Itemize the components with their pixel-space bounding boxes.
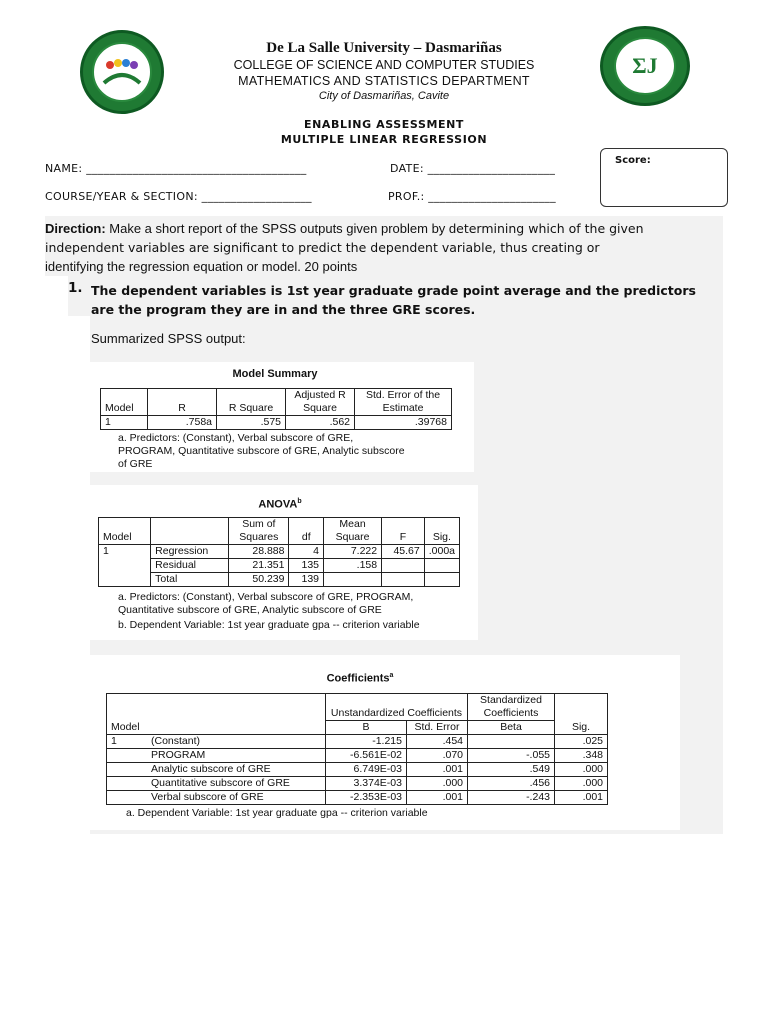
coef-row-label: (Constant) — [151, 735, 201, 747]
model-summary-panel — [90, 362, 474, 472]
model-summary-title: Model Summary — [232, 368, 318, 380]
coef-header-sig: Sig. — [555, 721, 608, 735]
anova-title-sup: b — [297, 498, 302, 505]
coef-row-label: Analytic subscore of GRE — [107, 763, 326, 777]
coef-row-b: -1.215 — [326, 735, 407, 749]
coef-cell-label — [107, 735, 326, 749]
anova-row-sig: .000a — [424, 545, 459, 559]
score-box[interactable] — [600, 148, 728, 207]
ms-header-model: Model — [101, 389, 148, 416]
ms-header-rsq: R Square — [217, 389, 286, 416]
direction-label: Direction: — [45, 221, 106, 236]
coef-row-sig: .001 — [555, 791, 608, 805]
coefficients-footnote: a. Dependent Variable: 1st year graduate gpa -- criterion variable — [126, 807, 428, 819]
anova-header-sig: Sig. — [424, 518, 459, 545]
ms-header-se: Std. Error of the Estimate — [355, 389, 452, 416]
ms-header-r: R — [148, 389, 217, 416]
ms-cell-se: .39768 — [355, 416, 452, 430]
coef-row-beta — [468, 735, 555, 749]
coef-row-b: 6.749E-03 — [326, 763, 407, 777]
coef-row-sig: .000 — [555, 763, 608, 777]
date-field[interactable]: DATE: ______________________ — [390, 162, 556, 175]
coef-row-b: 3.374E-03 — [326, 777, 407, 791]
anova-row-df: 135 — [289, 559, 324, 573]
coef-row-beta: .456 — [468, 777, 555, 791]
direction-bold-text: etermining which of the given independent variables are significant to predict the dependent variable, thus creating or — [45, 221, 644, 255]
direction-text: Make a short report of the SPSS outputs given problem by d — [105, 221, 457, 236]
ms-footnote: a. Predictors: (Constant), Verbal subscore of GRE, PROGRAM, Quantitative subscore of GRE, Analytic subscore of GRE — [118, 432, 405, 470]
anova-footnote-b: b. Dependent Variable: 1st year graduate gpa -- criterion variable — [118, 619, 420, 631]
anova-cell-model: 1 — [99, 545, 151, 587]
anova-header-ss: Sum of Squares — [229, 518, 289, 545]
anova-row-ss: 21.351 — [229, 559, 289, 573]
anova-row-f — [382, 559, 425, 573]
coef-row-beta: .549 — [468, 763, 555, 777]
direction-paragraph — [45, 219, 723, 276]
department-seal-inner: ΣJ — [614, 37, 676, 95]
coef-row-se: .001 — [407, 763, 468, 777]
assessment-subtitle: MULTIPLE LINEAR REGRESSION — [280, 133, 488, 146]
anova-row-ss: 50.239 — [229, 573, 289, 587]
coefficients-title — [90, 672, 630, 685]
prof-field[interactable]: PROF.: ______________________ — [388, 190, 556, 203]
university-name: De La Salle University – Dasmariñas — [266, 40, 502, 56]
anova-header-blank — [151, 518, 229, 545]
anova-row-f: 45.67 — [382, 545, 425, 559]
anova-table — [98, 517, 460, 587]
score-label: Score: — [615, 155, 651, 166]
coef-row-se: .070 — [407, 749, 468, 763]
anova-row-df: 139 — [289, 573, 324, 587]
ms-header-adj: Adjusted R Square — [286, 389, 355, 416]
direction-points: identifying the regression equation or model. 20 points — [45, 259, 358, 274]
assessment-title: ENABLING ASSESSMENT — [303, 118, 465, 131]
coef-row-b: -6.561E-02 — [326, 749, 407, 763]
anova-row-label: Total — [151, 573, 229, 587]
anova-title — [90, 498, 470, 511]
anova-header-ms: Mean Square — [324, 518, 382, 545]
anova-header-f: F — [382, 518, 425, 545]
ms-cell-rsq: .575 — [217, 416, 286, 430]
coef-row-beta: -.055 — [468, 749, 555, 763]
coef-header-beta: Beta — [468, 721, 555, 735]
anova-row-ms — [324, 573, 382, 587]
summary-label: Summarized SPSS output: — [91, 331, 246, 346]
anova-panel — [90, 485, 478, 640]
item-number: 1. — [68, 280, 83, 296]
coef-header-blank — [107, 694, 326, 721]
coef-header-std: Standardized Coefficients — [468, 694, 555, 721]
coef-row-sig: .000 — [555, 777, 608, 791]
coef-row-label: Quantitative subscore of GRE — [107, 777, 326, 791]
anova-title-text: ANOVA — [258, 498, 298, 511]
anova-row-ss: 28.888 — [229, 545, 289, 559]
anova-row-ms: 7.222 — [324, 545, 382, 559]
ms-cell-r: .758a — [148, 416, 217, 430]
coef-header-unstd: Unstandardized Coefficients — [326, 694, 468, 721]
coef-model-number: 1 — [111, 735, 117, 747]
coef-row-se: .001 — [407, 791, 468, 805]
ms-cell-model: 1 — [101, 416, 148, 430]
coef-row-sig: .348 — [555, 749, 608, 763]
coef-row-label: Verbal subscore of GRE — [107, 791, 326, 805]
coef-row-b: -2.353E-03 — [326, 791, 407, 805]
coef-row-se: .454 — [407, 735, 468, 749]
course-section-field[interactable]: COURSE/YEAR & SECTION: ___________________ — [45, 190, 312, 203]
name-field[interactable]: NAME: ______________________________________ — [45, 162, 307, 175]
coefficients-title-text: Coefficients — [326, 672, 390, 685]
anova-row-sig — [424, 573, 459, 587]
coefficients-panel — [90, 655, 680, 830]
coef-header-se: Std. Error — [407, 721, 468, 735]
anova-header-df: df — [289, 518, 324, 545]
anova-row-ms: .158 — [324, 559, 382, 573]
department-name: MATHEMATICS AND STATISTICS DEPARTMENT — [238, 74, 530, 88]
item-text: The dependent variables is 1st year graduate grade point average and the predictors are the program they are in and the three GRE scores. — [91, 283, 696, 317]
anova-row-f — [382, 573, 425, 587]
coef-row-sig: .025 — [555, 735, 608, 749]
college-name: COLLEGE OF SCIENCE AND COMPUTER STUDIES — [233, 58, 535, 72]
coefficients-title-sup: a — [389, 672, 394, 679]
coef-header-b: B — [326, 721, 407, 735]
coef-row-label: PROGRAM — [107, 749, 326, 763]
coef-row-se: .000 — [407, 777, 468, 791]
coefficients-table — [106, 693, 608, 805]
anova-row-label: Regression — [151, 545, 229, 559]
city-name: City of Dasmariñas, Cavite — [318, 90, 450, 102]
anova-header-model: Model — [99, 518, 151, 545]
model-summary-table — [100, 388, 452, 430]
anova-row-df: 4 — [289, 545, 324, 559]
anova-row-sig — [424, 559, 459, 573]
anova-footnote-a: a. Predictors: (Constant), Verbal subscore of GRE, PROGRAM, Quantitative subscore of GRE, Analytic subscore of GRE — [118, 591, 414, 616]
coef-header-blank2 — [555, 694, 608, 721]
anova-row-label: Residual — [151, 559, 229, 573]
coef-header-model: Model — [107, 721, 326, 735]
ms-cell-adj: .562 — [286, 416, 355, 430]
coef-row-beta: -.243 — [468, 791, 555, 805]
